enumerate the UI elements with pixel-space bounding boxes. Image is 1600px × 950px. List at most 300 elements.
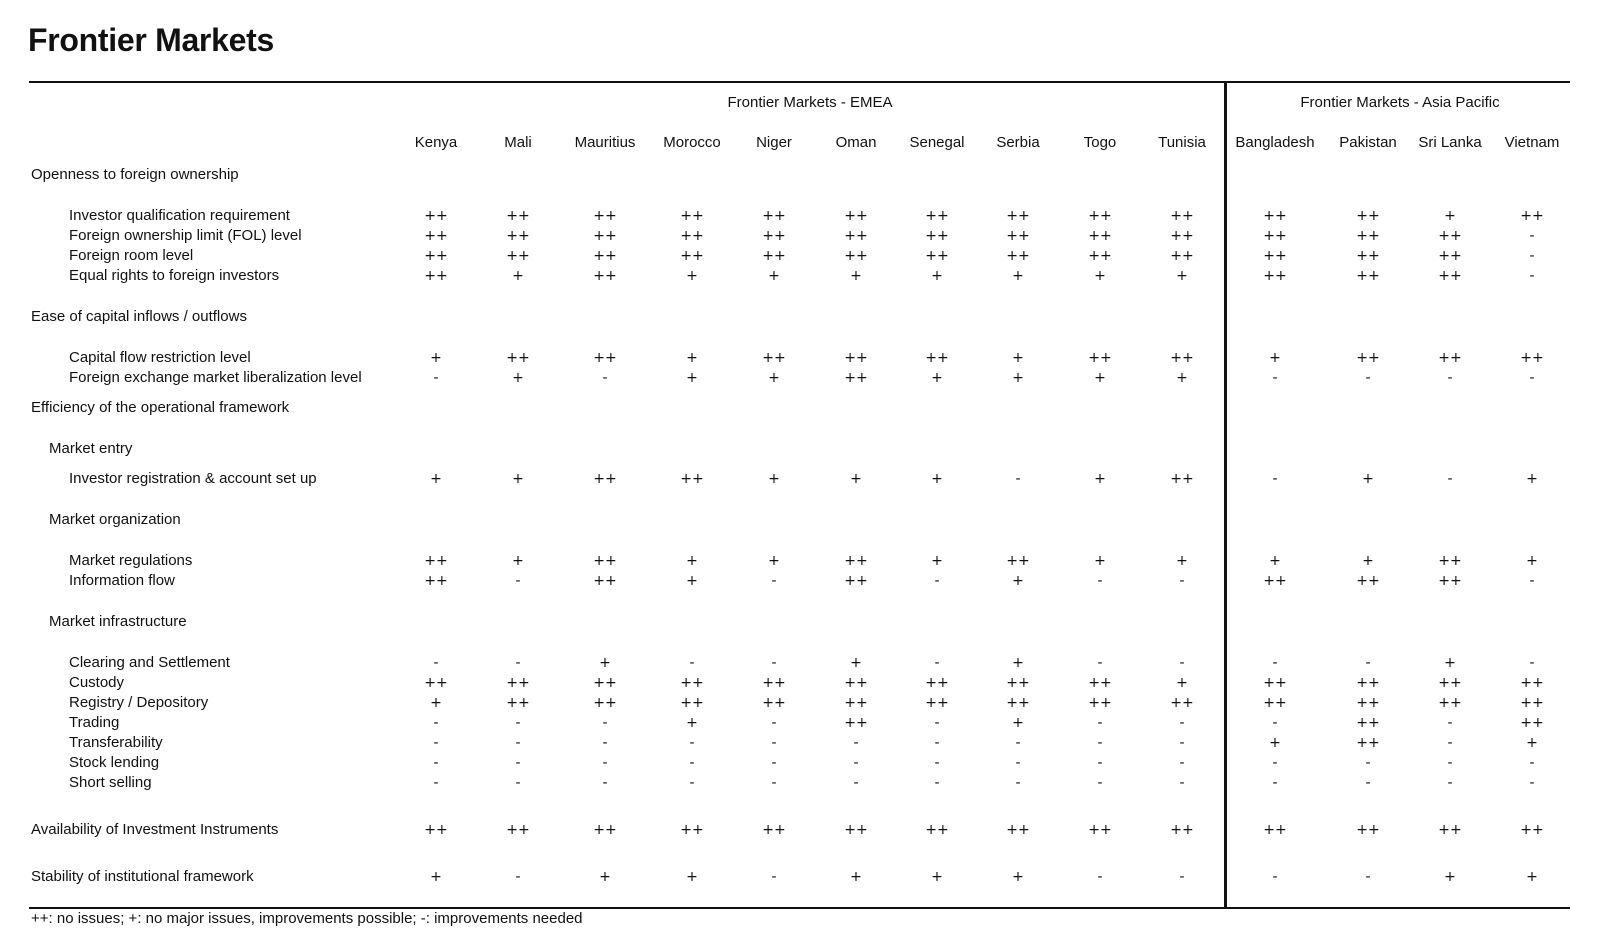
rating-cell: - [1272, 370, 1278, 386]
rating-cell: ++ [1088, 208, 1112, 224]
rating-cell: - [515, 715, 521, 731]
rating-cell: - [515, 573, 521, 589]
rating-cell: ++ [424, 208, 448, 224]
rating-cell: + [1094, 268, 1106, 284]
rating-cell: + [686, 370, 698, 386]
rating-cell: - [1447, 370, 1453, 386]
rating-cell: ++ [506, 248, 530, 264]
rating-cell: ++ [844, 248, 868, 264]
table-row [0, 773, 1600, 793]
table-row [0, 673, 1600, 693]
rating-cell: ++ [593, 822, 617, 838]
rating-cell: - [602, 715, 608, 731]
rating-cell: + [1012, 573, 1024, 589]
rating-cell: ++ [844, 695, 868, 711]
rating-cell: ++ [1438, 268, 1462, 284]
rating-cell: + [1012, 715, 1024, 731]
top-rule [29, 81, 1570, 83]
rating-cell: - [515, 655, 521, 671]
rating-cell: - [934, 775, 940, 791]
rating-cell: - [689, 735, 695, 751]
rating-cell: + [1362, 471, 1374, 487]
rating-cell: - [771, 869, 777, 885]
rating-cell: ++ [1006, 675, 1030, 691]
rating-cell: ++ [925, 228, 949, 244]
subsection-row [0, 612, 1600, 632]
rating-cell: + [430, 695, 442, 711]
row-label: Information flow [69, 572, 175, 589]
rating-cell: ++ [1170, 208, 1194, 224]
rating-cell: - [1529, 775, 1535, 791]
rating-cell: ++ [762, 822, 786, 838]
rating-cell: ++ [1520, 208, 1544, 224]
table-row [0, 226, 1600, 246]
rating-cell: - [1529, 228, 1535, 244]
row-label: Stability of institutional framework [31, 868, 254, 885]
rating-cell: + [1444, 655, 1456, 671]
rating-cell: ++ [1520, 675, 1544, 691]
rating-cell: ++ [1006, 248, 1030, 264]
rating-cell: - [771, 735, 777, 751]
rating-cell: + [1012, 350, 1024, 366]
rating-cell: + [931, 268, 943, 284]
legend-footnote: ++: no issues; +: no major issues, improvements possible; -: improvements needed [31, 910, 583, 927]
row-label: Efficiency of the operational framework [31, 399, 290, 416]
rating-cell: + [850, 655, 862, 671]
rating-cell: ++ [1263, 248, 1287, 264]
rating-cell: + [1012, 268, 1024, 284]
rating-cell: - [1365, 869, 1371, 885]
rating-cell: + [1269, 735, 1281, 751]
row-label: Market infrastructure [49, 613, 187, 630]
rating-cell: ++ [1356, 228, 1380, 244]
column-header: Morocco [663, 134, 721, 151]
rating-cell: ++ [762, 248, 786, 264]
rating-cell: - [1272, 471, 1278, 487]
rating-cell: ++ [1520, 350, 1544, 366]
section-row [0, 307, 1600, 327]
row-label: Transferability [69, 734, 163, 751]
rating-cell: ++ [1356, 735, 1380, 751]
row-label: Market organization [49, 511, 181, 528]
rating-cell: - [934, 573, 940, 589]
rating-cell: ++ [844, 715, 868, 731]
rating-cell: + [931, 471, 943, 487]
rating-cell: ++ [844, 208, 868, 224]
rating-cell: + [599, 869, 611, 885]
rating-cell: ++ [424, 248, 448, 264]
rating-cell: + [850, 471, 862, 487]
rating-cell: - [433, 775, 439, 791]
row-label: Equal rights to foreign investors [69, 267, 280, 284]
table-row [0, 348, 1600, 368]
rating-cell: + [1094, 370, 1106, 386]
column-header: Tunisia [1158, 134, 1206, 151]
rating-cell: + [1362, 553, 1374, 569]
rating-cell: + [1444, 208, 1456, 224]
rating-cell: ++ [1438, 228, 1462, 244]
rating-cell: ++ [1438, 822, 1462, 838]
rating-cell: - [433, 755, 439, 771]
rating-cell: ++ [1088, 248, 1112, 264]
rating-cell: ++ [1170, 350, 1194, 366]
rating-cell: - [853, 755, 859, 771]
group-header-emea: Frontier Markets - EMEA [727, 94, 893, 111]
rating-cell: ++ [1438, 248, 1462, 264]
rating-cell: - [602, 735, 608, 751]
rating-cell: + [686, 350, 698, 366]
row-label: Investor registration & account set up [69, 470, 317, 487]
rating-cell: - [1097, 775, 1103, 791]
rating-cell: ++ [424, 553, 448, 569]
rating-cell: ++ [1438, 573, 1462, 589]
rating-cell: ++ [680, 208, 704, 224]
rating-cell: ++ [1006, 822, 1030, 838]
rating-cell: + [1526, 553, 1538, 569]
section-row [0, 398, 1600, 418]
column-header: Vietnam [1504, 134, 1560, 151]
rating-cell: ++ [680, 675, 704, 691]
rating-cell: - [1015, 775, 1021, 791]
rating-cell: ++ [925, 695, 949, 711]
rating-cell: ++ [925, 350, 949, 366]
column-header: Mauritius [574, 134, 636, 151]
rating-cell: + [1526, 869, 1538, 885]
rating-cell: ++ [424, 268, 448, 284]
row-label: Foreign exchange market liberalization level [69, 369, 362, 386]
rating-cell: ++ [1170, 695, 1194, 711]
rating-cell: - [1097, 869, 1103, 885]
rating-cell: - [602, 755, 608, 771]
rating-cell: - [1097, 735, 1103, 751]
rating-cell: - [1272, 655, 1278, 671]
rating-cell: + [512, 268, 524, 284]
rating-cell: ++ [593, 553, 617, 569]
rating-cell: + [850, 268, 862, 284]
rating-cell: - [1447, 471, 1453, 487]
row-label: Investor qualification requirement [69, 207, 290, 224]
rating-cell: ++ [593, 268, 617, 284]
rating-cell: - [1529, 268, 1535, 284]
rating-cell: ++ [424, 573, 448, 589]
rating-cell: + [1176, 370, 1188, 386]
rating-cell: - [1179, 755, 1185, 771]
rating-cell: ++ [1088, 675, 1112, 691]
row-label: Openness to foreign ownership [31, 166, 239, 183]
rating-cell: + [1176, 553, 1188, 569]
rating-cell: + [1176, 675, 1188, 691]
rating-cell: ++ [925, 248, 949, 264]
rating-cell: + [430, 350, 442, 366]
subsection-row [0, 510, 1600, 530]
table-row [0, 733, 1600, 753]
rating-cell: ++ [844, 553, 868, 569]
rating-cell: ++ [506, 675, 530, 691]
rating-cell: ++ [680, 471, 704, 487]
rating-cell: - [1529, 370, 1535, 386]
rating-cell: ++ [1263, 573, 1287, 589]
rating-cell: ++ [424, 228, 448, 244]
rating-cell: - [1179, 573, 1185, 589]
rating-cell: ++ [1006, 695, 1030, 711]
rating-cell: ++ [424, 675, 448, 691]
table-row [0, 368, 1600, 388]
rating-cell: - [1365, 655, 1371, 671]
rating-cell: - [1529, 573, 1535, 589]
rating-cell: + [599, 655, 611, 671]
row-label: Trading [69, 714, 120, 731]
rating-cell: - [1365, 370, 1371, 386]
table-row [0, 571, 1600, 591]
column-header: Bangladesh [1235, 134, 1315, 151]
rating-cell: ++ [844, 228, 868, 244]
rating-cell: - [433, 370, 439, 386]
rating-cell: ++ [1438, 553, 1462, 569]
rating-cell: - [771, 655, 777, 671]
rating-cell: + [512, 553, 524, 569]
rating-cell: ++ [1263, 208, 1287, 224]
table-row [0, 266, 1600, 286]
rating-cell: ++ [593, 573, 617, 589]
row-label: Custody [69, 674, 125, 691]
column-header: Kenya [414, 134, 458, 151]
rating-cell: ++ [1438, 675, 1462, 691]
rating-cell: ++ [1263, 822, 1287, 838]
rating-cell: ++ [844, 573, 868, 589]
row-label: Stock lending [69, 754, 160, 771]
rating-cell: + [931, 370, 943, 386]
rating-cell: ++ [506, 350, 530, 366]
rating-cell: - [515, 755, 521, 771]
bottom-rule [29, 907, 1570, 909]
rating-cell: - [771, 775, 777, 791]
rating-cell: - [433, 655, 439, 671]
rating-cell: - [934, 735, 940, 751]
rating-cell: - [1365, 755, 1371, 771]
rating-cell: ++ [593, 228, 617, 244]
rating-cell: + [1269, 553, 1281, 569]
rating-cell: ++ [1438, 350, 1462, 366]
rating-cell: + [512, 370, 524, 386]
rating-cell: ++ [762, 350, 786, 366]
rating-cell: ++ [506, 228, 530, 244]
rating-cell: + [1526, 735, 1538, 751]
rating-cell: + [686, 869, 698, 885]
rating-cell: + [1012, 655, 1024, 671]
rating-cell: ++ [1088, 822, 1112, 838]
rating-cell: - [1272, 755, 1278, 771]
rating-cell: - [1447, 775, 1453, 791]
rating-cell: ++ [1006, 553, 1030, 569]
rating-cell: + [1444, 869, 1456, 885]
rating-cell: ++ [1356, 350, 1380, 366]
rating-cell: + [430, 869, 442, 885]
rating-cell: + [1012, 370, 1024, 386]
rating-cell: + [686, 553, 698, 569]
rating-cell: - [689, 655, 695, 671]
column-header: Mali [504, 134, 532, 151]
rating-cell: ++ [506, 208, 530, 224]
rating-cell: ++ [1356, 208, 1380, 224]
rating-cell: ++ [593, 350, 617, 366]
rating-cell: - [934, 755, 940, 771]
row-label: Foreign room level [69, 247, 194, 264]
rating-cell: + [850, 869, 862, 885]
rating-cell: + [512, 471, 524, 487]
row-label: Availability of Investment Instruments [31, 821, 279, 838]
rating-cell: ++ [1356, 695, 1380, 711]
column-header: Serbia [996, 134, 1040, 151]
rating-cell: ++ [593, 248, 617, 264]
rating-cell: - [1015, 755, 1021, 771]
rating-cell: + [686, 573, 698, 589]
row-label: Market regulations [69, 552, 193, 569]
rating-cell: ++ [1170, 228, 1194, 244]
rating-cell: ++ [1520, 822, 1544, 838]
rating-cell: ++ [1438, 695, 1462, 711]
subsection-row [0, 439, 1600, 459]
rating-cell: ++ [1356, 573, 1380, 589]
rating-cell: + [1526, 471, 1538, 487]
rating-cell: + [931, 553, 943, 569]
group-header-asia-pacific: Frontier Markets - Asia Pacific [1300, 94, 1500, 111]
column-header: Pakistan [1339, 134, 1397, 151]
rating-cell: - [1179, 869, 1185, 885]
rating-cell: - [1015, 471, 1021, 487]
rating-cell: - [1272, 715, 1278, 731]
rating-cell: + [931, 869, 943, 885]
rating-cell: ++ [1170, 248, 1194, 264]
rating-cell: - [853, 735, 859, 751]
rating-cell: - [934, 655, 940, 671]
rating-cell: ++ [1356, 715, 1380, 731]
table-row [0, 693, 1600, 713]
rating-cell: + [1176, 268, 1188, 284]
column-header: Niger [756, 134, 792, 151]
rating-cell: ++ [424, 822, 448, 838]
rating-cell: ++ [680, 695, 704, 711]
rating-cell: - [433, 715, 439, 731]
table-row [0, 551, 1600, 571]
rating-cell: - [1272, 775, 1278, 791]
rating-cell: - [515, 869, 521, 885]
rating-cell: ++ [925, 208, 949, 224]
column-header: Senegal [909, 134, 965, 151]
rating-cell: ++ [1006, 228, 1030, 244]
rating-cell: - [1447, 755, 1453, 771]
column-header: Oman [835, 134, 877, 151]
rating-cell: + [1094, 471, 1106, 487]
rating-cell: ++ [1088, 228, 1112, 244]
rating-cell: ++ [925, 675, 949, 691]
rating-cell: - [1179, 775, 1185, 791]
rating-cell: - [433, 735, 439, 751]
rating-cell: - [689, 775, 695, 791]
rating-cell: + [686, 268, 698, 284]
rating-cell: + [1269, 350, 1281, 366]
rating-cell: ++ [762, 208, 786, 224]
rating-cell: ++ [593, 695, 617, 711]
row-label: Market entry [49, 440, 133, 457]
rating-cell: - [1529, 655, 1535, 671]
rating-cell: - [771, 573, 777, 589]
rating-cell: - [1179, 715, 1185, 731]
rating-cell: - [1529, 248, 1535, 264]
rating-cell: ++ [1088, 350, 1112, 366]
column-header: Togo [1083, 134, 1117, 151]
rating-cell: ++ [1356, 268, 1380, 284]
table-row [0, 713, 1600, 733]
rating-cell: ++ [762, 228, 786, 244]
rating-cell: ++ [506, 822, 530, 838]
rating-cell: - [1179, 735, 1185, 751]
rating-cell: ++ [844, 675, 868, 691]
rating-cell: ++ [1356, 248, 1380, 264]
row-label: Clearing and Settlement [69, 654, 230, 671]
rating-cell: - [934, 715, 940, 731]
row-label: Ease of capital inflows / outflows [31, 308, 247, 325]
rating-cell: - [771, 715, 777, 731]
table-row [0, 246, 1600, 266]
rating-cell: ++ [844, 822, 868, 838]
rating-cell: - [771, 755, 777, 771]
rating-cell: - [1097, 715, 1103, 731]
rating-cell: - [689, 755, 695, 771]
section-row [0, 165, 1600, 185]
rating-cell: - [1447, 715, 1453, 731]
table-row [0, 206, 1600, 226]
rating-cell: ++ [762, 695, 786, 711]
rating-cell: + [768, 553, 780, 569]
column-header: Sri Lanka [1418, 134, 1482, 151]
rating-cell: ++ [925, 822, 949, 838]
rating-cell: ++ [1356, 675, 1380, 691]
rating-cell: + [768, 268, 780, 284]
rating-cell: ++ [1263, 228, 1287, 244]
table-row [0, 753, 1600, 773]
rating-cell: - [1097, 655, 1103, 671]
rating-cell: + [686, 715, 698, 731]
rating-cell: - [602, 775, 608, 791]
rating-cell: ++ [680, 248, 704, 264]
rating-cell: - [1529, 755, 1535, 771]
rating-cell: ++ [593, 208, 617, 224]
rating-cell: - [1365, 775, 1371, 791]
rating-cell: - [1097, 755, 1103, 771]
rating-cell: + [768, 471, 780, 487]
rating-cell: ++ [1263, 675, 1287, 691]
rating-cell: - [515, 735, 521, 751]
rating-cell: ++ [1170, 471, 1194, 487]
section-row [0, 867, 1600, 887]
row-label: Short selling [69, 774, 152, 791]
rating-cell: ++ [680, 228, 704, 244]
rating-cell: ++ [844, 370, 868, 386]
rating-cell: + [1094, 553, 1106, 569]
rating-cell: ++ [1170, 822, 1194, 838]
rating-cell: ++ [1520, 715, 1544, 731]
rating-cell: + [1012, 869, 1024, 885]
rating-cell: - [1097, 573, 1103, 589]
rating-cell: - [1272, 869, 1278, 885]
rating-cell: ++ [1263, 268, 1287, 284]
rating-cell: ++ [593, 471, 617, 487]
row-label: Registry / Depository [69, 694, 209, 711]
rating-cell: - [515, 775, 521, 791]
rating-cell: - [853, 775, 859, 791]
section-row [0, 820, 1600, 840]
rating-cell: - [602, 370, 608, 386]
